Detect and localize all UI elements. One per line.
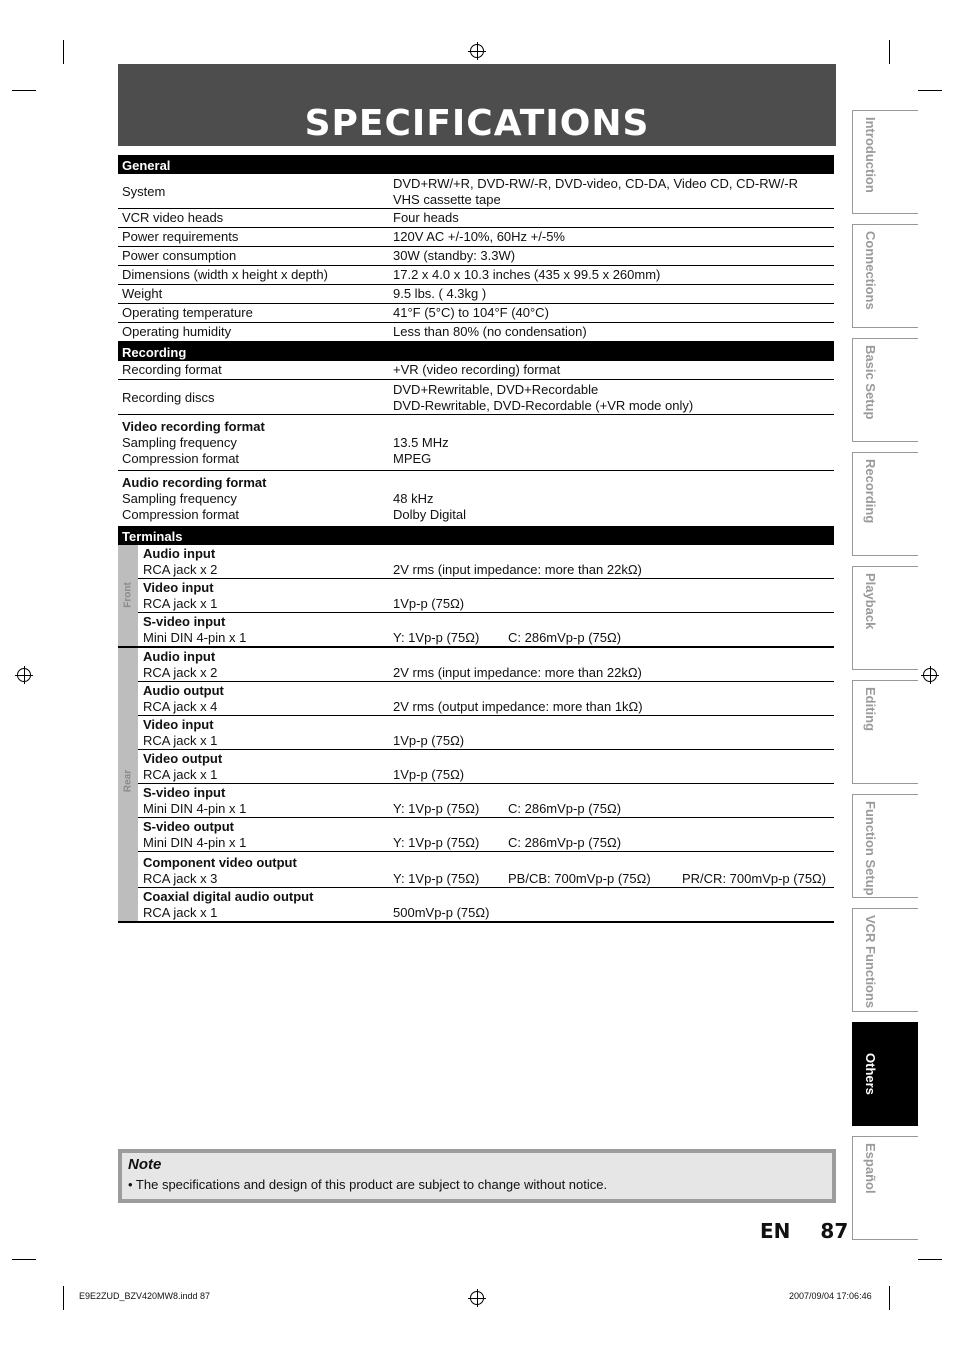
terminal-row — [138, 579, 834, 613]
spec-row — [118, 174, 834, 209]
terminal-value-cell — [393, 819, 834, 851]
spec-row — [118, 266, 834, 285]
tab-label: VCR Functions — [863, 915, 878, 1009]
spec-label: Compression format — [122, 507, 240, 522]
terminal-connector: RCA jack x 1 — [143, 733, 218, 748]
spec-label: Sampling frequency — [122, 491, 237, 506]
spec-value: VHS cassette tape — [393, 192, 501, 207]
spec-value: 13.5 MHz — [393, 435, 449, 450]
terminal-values — [393, 801, 834, 817]
registration-mark-icon — [923, 668, 937, 682]
spec-label-cell — [118, 248, 393, 264]
spec-value: DVD+RW/+R, DVD-RW/-R, DVD-video, CD-DA, Video CD, CD-RW/-R — [393, 176, 798, 191]
terminal-values — [393, 905, 834, 921]
footer-filename: E9E2ZUD_BZV420MW8.indd 87 — [79, 1291, 211, 1301]
terminal-values — [393, 562, 834, 578]
terminal-value-cell — [393, 785, 834, 817]
spec-label: Compression format — [122, 451, 240, 466]
spec-label: Recording format — [122, 362, 222, 377]
spec-row — [118, 323, 834, 342]
terminal-value: Y: 1Vp-p (75Ω) — [393, 835, 480, 850]
terminal-values — [393, 630, 834, 646]
terminal-value: PR/CR: 700mVp-p (75Ω) — [682, 871, 827, 886]
crop-mark — [12, 90, 36, 91]
spec-value: 30W (standby: 3.3W) — [393, 248, 516, 263]
page-number-value: 87 — [820, 1219, 849, 1243]
spec-row — [118, 228, 834, 247]
spec-value-cell — [393, 305, 834, 321]
terminal-name: Audio output — [143, 683, 224, 698]
spec-label-cell — [118, 305, 393, 321]
terminal-values — [393, 596, 834, 612]
spec-label: System — [122, 184, 166, 199]
terminal-value-cell — [393, 717, 834, 749]
terminal-label-cell — [138, 785, 393, 817]
terminal-row — [138, 716, 834, 750]
language-code: EN — [760, 1219, 791, 1243]
registration-mark-icon — [470, 1291, 484, 1305]
spec-label: Sampling frequency — [122, 435, 237, 450]
terminal-value-cell — [393, 546, 834, 578]
tab-editing[interactable] — [852, 680, 918, 784]
spec-row — [118, 247, 834, 266]
block-title: Video recording format — [122, 419, 265, 434]
terminal-name: Audio input — [143, 546, 216, 561]
spec-label: VCR video heads — [122, 210, 224, 225]
tab-function-setup[interactable] — [852, 794, 918, 898]
terminal-connector: RCA jack x 1 — [143, 905, 218, 920]
spec-value: Dolby Digital — [393, 507, 466, 522]
spec-value: 48 kHz — [393, 491, 434, 506]
spec-table — [118, 155, 834, 923]
crop-mark — [63, 40, 64, 64]
terminal-row — [138, 682, 834, 716]
spec-label: Recording discs — [122, 390, 215, 405]
section-heading-recording: Recording — [118, 342, 834, 361]
page-number — [760, 1219, 848, 1243]
terminal-value-cell — [393, 580, 834, 612]
section-heading-general: General — [118, 155, 834, 174]
terminal-label-cell — [138, 649, 393, 681]
terminal-label-cell — [138, 683, 393, 715]
terminal-value: 2V rms (input impedance: more than 22kΩ) — [393, 665, 642, 680]
spec-label: Operating temperature — [122, 305, 253, 320]
terminal-value: PB/CB: 700mVp-p (75Ω) — [508, 871, 651, 886]
spec-label: Power requirements — [122, 229, 239, 244]
terminal-values — [393, 665, 834, 681]
terminal-name: S-video input — [143, 785, 226, 800]
terminal-value: 1Vp-p (75Ω) — [393, 733, 465, 748]
spec-value: Four heads — [393, 210, 459, 225]
crop-mark — [889, 40, 890, 64]
terminal-values — [393, 699, 834, 715]
crop-mark — [918, 90, 942, 91]
audio-recording-format-block — [118, 471, 834, 526]
spec-value-cell — [393, 286, 834, 302]
terminal-row — [138, 750, 834, 784]
terminal-connector: RCA jack x 2 — [143, 665, 218, 680]
terminal-value: 2V rms (input impedance: more than 22kΩ) — [393, 562, 642, 577]
crop-mark — [63, 1286, 64, 1310]
terminal-value: 2V rms (output impedance: more than 1kΩ) — [393, 699, 643, 714]
terminal-label-cell — [138, 580, 393, 612]
terminal-label-cell — [138, 819, 393, 851]
spec-label: Weight — [122, 286, 163, 301]
spec-label-cell — [118, 286, 393, 302]
terminal-value: 1Vp-p (75Ω) — [393, 767, 465, 782]
front-terminals-group — [118, 545, 834, 648]
video-recording-format-block — [118, 415, 834, 471]
tab-label: Others — [863, 1053, 878, 1095]
registration-mark-icon — [17, 668, 31, 682]
note-box — [118, 1149, 836, 1203]
spec-value-cell — [393, 229, 834, 245]
terminal-value: Y: 1Vp-p (75Ω) — [393, 630, 480, 645]
terminal-name: Video input — [143, 717, 214, 732]
footer-timestamp: 2007/09/04 17:06:46 — [789, 1291, 872, 1301]
terminal-connector: Mini DIN 4-pin x 1 — [143, 801, 247, 816]
terminal-name: S-video output — [143, 819, 234, 834]
spec-row — [118, 380, 834, 415]
spec-label-cell — [118, 229, 393, 245]
terminal-value: C: 286mVp-p (75Ω) — [508, 835, 622, 850]
terminal-value: 1Vp-p (75Ω) — [393, 596, 465, 611]
spec-label-cell — [118, 382, 393, 414]
crop-mark — [12, 1259, 36, 1260]
terminal-values — [393, 767, 834, 783]
spec-value: 41°F (5°C) to 104°F (40°C) — [393, 305, 549, 320]
page-title: SPECIFICATIONS — [304, 103, 650, 144]
spec-value: 17.2 x 4.0 x 10.3 inches (435 x 99.5 x 260mm) — [393, 267, 661, 282]
terminal-connector: Mini DIN 4-pin x 1 — [143, 835, 247, 850]
spec-value: DVD-Rewritable, DVD-Recordable (+VR mode only) — [393, 398, 694, 413]
spec-label-cell — [118, 324, 393, 340]
terminal-value-cell — [393, 855, 834, 887]
terminal-connector: RCA jack x 3 — [143, 871, 218, 886]
block-title: Audio recording format — [122, 475, 267, 490]
front-side-label: Front — [118, 545, 138, 646]
terminal-name: Component video output — [143, 855, 297, 870]
terminal-value-cell — [393, 614, 834, 646]
crop-mark — [918, 1259, 942, 1260]
terminal-values — [393, 733, 834, 749]
terminal-name: Audio input — [143, 649, 216, 664]
terminal-name: Coaxial digital audio output — [143, 889, 314, 904]
registration-mark-icon — [470, 44, 484, 58]
tab-introduction[interactable] — [852, 110, 918, 214]
terminal-value-cell — [393, 649, 834, 681]
terminal-connector: RCA jack x 2 — [143, 562, 218, 577]
spec-row — [118, 304, 834, 323]
terminal-row — [138, 888, 834, 921]
rear-terminals-group — [118, 648, 834, 923]
terminal-label-cell — [138, 717, 393, 749]
terminal-values — [393, 835, 834, 851]
terminal-label-cell — [138, 614, 393, 646]
spec-value: 9.5 lbs. ( 4.3kg ) — [393, 286, 487, 301]
terminal-name: Video input — [143, 580, 214, 595]
terminal-value-cell — [393, 751, 834, 783]
terminal-values — [393, 871, 834, 887]
section-heading-terminals: Terminals — [118, 526, 834, 545]
terminal-value: 500mVp-p (75Ω) — [393, 905, 490, 920]
spec-row — [118, 361, 834, 380]
terminal-row — [138, 545, 834, 579]
tab-label: Playback — [863, 573, 878, 630]
terminal-name: S-video input — [143, 614, 226, 629]
terminal-value-cell — [393, 889, 834, 921]
terminal-name: Video output — [143, 751, 223, 766]
terminal-connector: RCA jack x 1 — [143, 767, 218, 782]
terminal-row — [138, 852, 834, 888]
note-title: Note — [128, 1156, 162, 1173]
terminal-connector: Mini DIN 4-pin x 1 — [143, 630, 247, 645]
tab-label: Connections — [863, 231, 878, 310]
terminal-value: C: 286mVp-p (75Ω) — [508, 801, 622, 816]
spec-row — [118, 285, 834, 304]
spec-value: Less than 80% (no condensation) — [393, 324, 587, 339]
terminal-value: C: 286mVp-p (75Ω) — [508, 630, 622, 645]
spec-value: DVD+Rewritable, DVD+Recordable — [393, 382, 599, 397]
terminal-label-cell — [138, 889, 393, 921]
tab-label: Editing — [863, 687, 878, 732]
note-text: • The specifications and design of this product are subject to change without notice. — [128, 1177, 608, 1192]
spec-value: MPEG — [393, 451, 432, 466]
terminal-value-cell — [393, 683, 834, 715]
spec-row — [118, 209, 834, 228]
crop-mark — [889, 1286, 890, 1310]
tab-espa-ol[interactable] — [852, 1136, 918, 1240]
terminal-label-cell — [138, 751, 393, 783]
spec-value-cell — [393, 248, 834, 264]
tab-connections[interactable] — [852, 224, 918, 328]
spec-value-cell — [393, 210, 834, 226]
tab-basic-setup[interactable] — [852, 338, 918, 442]
spec-value-cell — [393, 362, 834, 378]
terminal-value: Y: 1Vp-p (75Ω) — [393, 871, 480, 886]
spec-label-cell — [118, 267, 393, 283]
tab-recording[interactable] — [852, 452, 918, 556]
tab-label: Basic Setup — [863, 345, 878, 420]
spec-value-cell — [393, 382, 834, 414]
terminal-label-cell — [138, 855, 393, 887]
terminal-row — [138, 784, 834, 818]
tab-label: Recording — [863, 459, 878, 524]
terminal-row — [138, 818, 834, 852]
tab-vcr-functions[interactable] — [852, 908, 918, 1012]
spec-label: Dimensions (width x height x depth) — [122, 267, 328, 282]
terminal-connector: RCA jack x 4 — [143, 699, 218, 714]
tab-label: Español — [863, 1143, 878, 1194]
terminal-connector: RCA jack x 1 — [143, 596, 218, 611]
title-banner — [118, 64, 836, 146]
terminal-value: Y: 1Vp-p (75Ω) — [393, 801, 480, 816]
spec-value: 120V AC +/-10%, 60Hz +/-5% — [393, 229, 565, 244]
rear-side-label: Rear — [118, 648, 138, 921]
tab-playback[interactable] — [852, 566, 918, 670]
spec-value: +VR (video recording) format — [393, 362, 561, 377]
tab-label: Introduction — [863, 117, 878, 193]
terminal-label-cell — [138, 546, 393, 578]
spec-label-cell — [118, 176, 393, 208]
spec-label-cell — [118, 362, 393, 378]
tab-others[interactable] — [852, 1022, 918, 1126]
terminal-row — [138, 648, 834, 682]
terminal-row — [138, 613, 834, 646]
spec-label: Power consumption — [122, 248, 237, 263]
spec-label: Operating humidity — [122, 324, 232, 339]
spec-value-cell — [393, 324, 834, 340]
spec-value-cell — [393, 267, 834, 283]
spec-label-cell — [118, 210, 393, 226]
tab-label: Function Setup — [863, 801, 878, 896]
spec-value-cell — [393, 176, 834, 208]
